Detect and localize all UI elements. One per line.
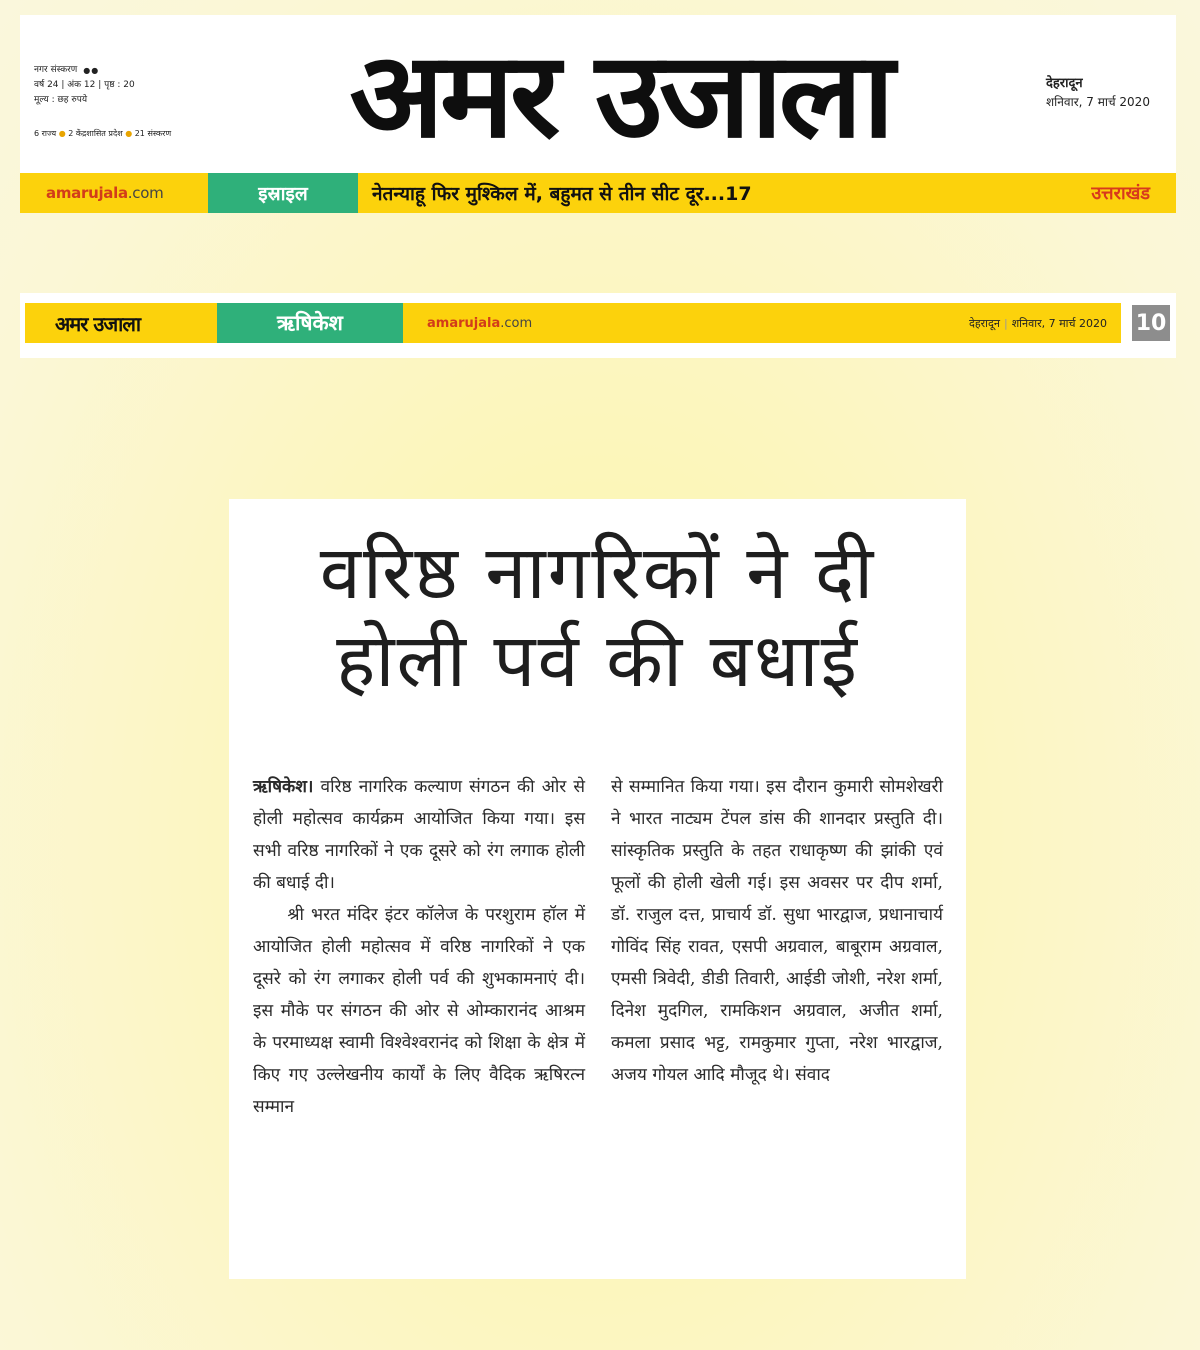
strip-date: शनिवार, 7 मार्च 2020 [1011,316,1107,330]
ut-count: 2 केंद्रशासित प्रदेश [68,129,123,138]
price-line: मूल्य : छह रुपये [34,95,88,105]
bullet-icon: ● [58,129,66,138]
masthead-date: शनिवार, 7 मार्च 2020 [1046,95,1150,109]
site-domain: .com [127,184,164,202]
strip-dateline [969,316,1121,331]
strip-paper-name: अमर उजाला [55,311,141,336]
strip-site-domain: .com [500,315,533,331]
page-header-bar [25,303,1121,343]
ticker-tag: इस्राइल [208,173,358,213]
masthead-city: देहरादून [1046,76,1083,91]
paragraph-1 [253,771,585,899]
article-dateline: ऋषिकेश। [253,777,314,797]
newspaper-logo: अमर उजाला [349,26,891,164]
masthead [20,15,1176,213]
page-strip [20,293,1176,358]
headline-line-1: वरिष्ठ नागरिकों ने दी [319,530,876,616]
article-column-right [611,771,943,1091]
edition-dots: ●● [83,66,100,75]
divider: | [1003,316,1008,330]
ticker-headline[interactable]: नेतन्याहू फिर मुश्किल में, बहुमत से तीन सीट दूर...17 [372,183,752,205]
paragraph-3: से सम्मानित किया गया। इस दौरान कुमारी सोमशेखरी ने भारत नाट्यम टेंपल डांस की शानदार प्रस्तुति दी। सांस्कृतिक प्रस्तुति के तहत राधाकृष्ण की झांकी एवं फूलों की होली खेली गई। इस अवसर पर दीप शर्मा, डॉ. राजुल दत्त, प्राचार्य डॉ. सुधा भारद्वाज, प्रधानाचार्य गोविंद सिंह रावत, एसपी अग्रवाल, बाबूराम अग्रवाल, एमसी त्रिवेदी, डीडी तिवारी, आईडी जोशी, नरेश शर्मा, दिनेश मुदगिल, रामकिशन अग्रवाल, अजीत शर्मा, कमला प्रसाद भट्ट, रामकुमार गुप्ता, नरेश भारद्वाज, अजय गोयल आदि मौजूद थे। संवाद [611,777,943,1085]
masthead-dateline [1046,75,1156,111]
strip-city-tag: ऋषिकेश [217,303,403,343]
article-headline [249,529,946,705]
page-number: 10 [1132,305,1170,341]
paragraph-2: श्री भरत मंदिर इंटर कॉलेज के परशुराम हॉल में आयोजित होली महोत्सव में वरिष्ठ नागरिकों ने एक दूसरे को रंग लगाकर होली पर्व की शुभकामनाएं दी। इस मौके पर संगठन की ओर से ओम्कारानंद आश्रम के परमाध्यक्ष स्वामी विश्वेश्वरानंद को शिक्षा के क्षेत्र में किए गए उल्लेखनीय कार्यों के लिए वैदिक ऋषिरत्न सम्मान [253,905,585,1117]
site-link[interactable] [20,184,208,202]
strip-site-link[interactable] [403,316,532,331]
article-column-left [253,771,585,1123]
strip-city: देहरादून [969,316,1000,330]
headline-ticker [20,173,1176,213]
bullet-icon: ● [125,129,133,138]
ticker-region: उत्तराखंड [1091,183,1150,204]
states-line [34,126,234,141]
edition-count: 21 संस्करण [134,129,172,138]
site-name: amarujala [46,184,128,202]
paragraph-1-text: वरिष्ठ नागरिक कल्याण संगठन की ओर से होली महोत्सव कार्यक्रम आयोजित किया गया। इस सभी वरिष्ठ नागरिकों ने एक दूसरे को रंग लगाक होली की बधाई दी। [253,777,585,893]
strip-site-name: amarujala [427,315,501,331]
edition-label: नगर संस्करण [34,65,78,75]
states-count: 6 राज्य [34,129,57,138]
headline-line-2: होली पर्व की बधाई [336,618,859,704]
volume-line: वर्ष 24 | अंक 12 | पृष्ठ : 20 [34,80,135,90]
article-clipping [229,499,966,1279]
edition-info [34,63,234,141]
